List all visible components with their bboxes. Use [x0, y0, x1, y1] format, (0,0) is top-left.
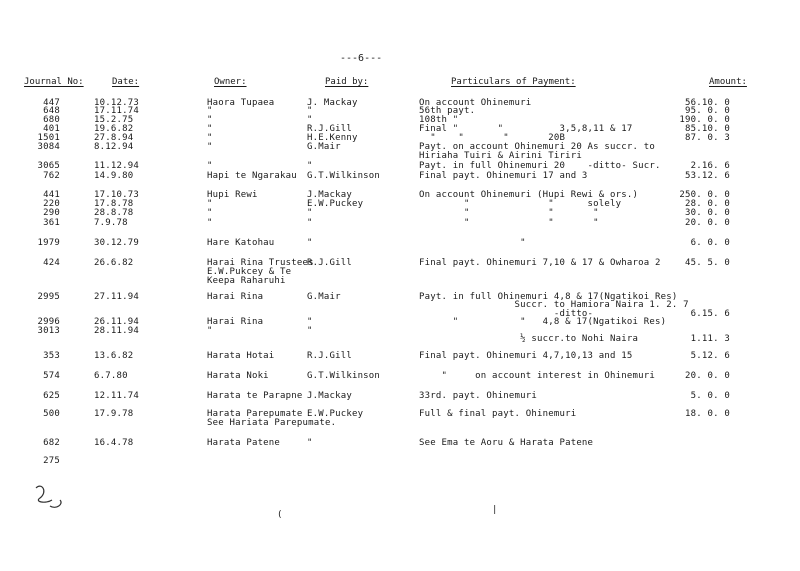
journal-number: 3084 — [37, 142, 60, 152]
entry-date: 7.9.78 — [94, 218, 128, 228]
journal-number: 625 — [43, 391, 60, 401]
handwritten-scribble — [30, 478, 70, 514]
payment-amount: 95. 0. 0 — [685, 106, 730, 116]
payment-particulars: Final payt. Ohinemuri 7,10 & 17 & Owharoa 2 — [419, 258, 661, 268]
payment-amount: 6. 0. 0 — [690, 238, 730, 248]
owner-name: Keepa Raharuhi — [207, 276, 286, 286]
entry-date: 10.12.73 — [94, 98, 139, 108]
payment-particulars: See Ema te Aoru & Harata Patene — [419, 438, 594, 448]
payment-particulars: Final payt. Ohinemuri 4,7,10,13 and 15 — [419, 351, 633, 361]
journal-number: 682 — [43, 438, 60, 448]
ink-mark-right: | — [492, 505, 498, 515]
paid-by: G.Mair — [307, 142, 341, 152]
journal-number: 3013 — [37, 326, 60, 336]
paid-by: " — [307, 326, 313, 336]
journal-number: 353 — [43, 351, 60, 361]
payment-amount: 1.11. 3 — [690, 334, 730, 344]
payment-particulars: " on account interest in Ohinemuri — [419, 371, 655, 381]
entry-date: 11.12.94 — [94, 161, 139, 171]
page-number: ---6--- — [340, 53, 383, 64]
owner-name: " — [207, 106, 213, 116]
owner-name: Harai Rina — [207, 292, 264, 302]
journal-number: 648 — [43, 106, 60, 116]
payment-amount: 53.12. 6 — [685, 171, 730, 181]
payment-amount: 87. 0. 3 — [685, 133, 730, 143]
owner-name: " — [207, 218, 213, 228]
owner-name: " — [207, 133, 213, 143]
journal-number: 447 — [43, 98, 60, 108]
paid-by: " — [307, 238, 313, 248]
entry-date: 30.12.79 — [94, 238, 139, 248]
payment-particulars: Payt. on account Ohinemuri 20 As succr. to — [419, 142, 655, 152]
owner-name: " — [207, 142, 213, 152]
payment-particulars: ½ succr.to Nohi Naira — [419, 334, 639, 344]
owner-name: Harata Patene — [207, 438, 281, 448]
header-date: Date: — [112, 77, 140, 87]
entry-date: 12.11.74 — [94, 391, 139, 401]
owner-name: Haora Tupaea — [207, 98, 275, 108]
header-owner: Owner: — [214, 77, 247, 87]
entry-date: 17.9.78 — [94, 409, 134, 419]
paid-by: J. Mackay — [307, 98, 358, 108]
owner-name: Harai Rina — [207, 317, 264, 327]
journal-number: 275 — [43, 456, 60, 466]
entry-date: 28.8.78 — [94, 208, 134, 218]
payment-particulars: -ditto- — [419, 309, 594, 319]
paid-by: E.W.Puckey — [307, 199, 364, 209]
payment-amount: 6.15. 6 — [690, 309, 730, 319]
journal-number: 3065 — [37, 161, 60, 171]
payment-particulars: Payt. in full Ohinemuri 4,8 & 17(Ngatikoi Res) — [419, 292, 678, 302]
entry-date: 16.4.78 — [94, 438, 134, 448]
payment-amount: 190. 0. 0 — [679, 115, 730, 125]
paid-by: R.J.Gill — [307, 124, 352, 134]
payment-amount: 5.12. 6 — [690, 351, 730, 361]
owner-name: Hare Katohau — [207, 238, 275, 248]
entry-date: 13.6.82 — [94, 351, 134, 361]
paid-by: R.J.Gill — [307, 351, 352, 361]
owner-name: Harata Hotai — [207, 351, 275, 361]
entry-date: 27.8.94 — [94, 133, 134, 143]
entry-date: 6.7.80 — [94, 371, 128, 381]
payment-particulars: Hiriaha Tuiri & Airini Tiriri — [419, 151, 582, 161]
entry-date: 27.11.94 — [94, 292, 139, 302]
entry-date: 19.6.82 — [94, 124, 134, 134]
owner-name: Harata Parepumate — [207, 409, 303, 419]
owner-name: " — [207, 326, 213, 336]
journal-number: 762 — [43, 171, 60, 181]
owner-name: Hapi te Ngarakau — [207, 171, 297, 181]
journal-number: 290 — [43, 208, 60, 218]
paid-by: G.T.Wilkinson — [307, 171, 381, 181]
payment-particulars: On account Ohinemuri — [419, 98, 532, 108]
journal-number: 1501 — [37, 133, 60, 143]
header-amount: Amount: — [709, 77, 747, 87]
journal-number: 574 — [43, 371, 60, 381]
owner-name: " — [207, 208, 213, 218]
journal-number: 1979 — [37, 238, 60, 248]
payment-amount: 5. 0. 0 — [690, 391, 730, 401]
owner-name: " — [207, 161, 213, 171]
owner-name: Harai Rina Trustees — [207, 258, 314, 268]
journal-number: 401 — [43, 124, 60, 134]
owner-name: E.W.Pukcey & Te — [207, 267, 292, 277]
entry-date: 14.9.80 — [94, 171, 134, 181]
header-journal: Journal No: — [24, 77, 84, 87]
journal-number: 500 — [43, 409, 60, 419]
paid-by: " — [307, 218, 313, 228]
payment-particulars: Payt. in full Ohinemuri 20 -ditto- Sucr. — [419, 161, 661, 171]
journal-number: 424 — [43, 258, 60, 268]
entry-date: 17.8.78 — [94, 199, 134, 209]
ink-mark-left: ( — [277, 510, 283, 520]
payment-particulars: On account Ohinemuri (Hupi Rewi & ors.) — [419, 190, 639, 200]
owner-name: Harata Noki — [207, 371, 269, 381]
payment-particulars: " " solely — [419, 199, 622, 209]
owner-name: Harata te Parapne — [207, 391, 303, 401]
payment-amount: 85.10. 0 — [685, 124, 730, 134]
payment-amount: 20. 0. 0 — [685, 218, 730, 228]
payment-particulars: Final " " 3,5,8,11 & 17 — [419, 124, 633, 134]
journal-number: 2995 — [37, 292, 60, 302]
payment-amount: 56.10. 0 — [685, 98, 730, 108]
paid-by: " — [307, 317, 313, 327]
entry-date: 26.11.94 — [94, 317, 139, 327]
payment-amount: 250. 0. 0 — [679, 190, 730, 200]
paid-by: " — [307, 438, 313, 448]
payment-particulars: 56th payt. — [419, 106, 476, 116]
paid-by: J.Mackay — [307, 190, 352, 200]
payment-particulars: " " " — [419, 208, 599, 218]
paid-by: G.Mair — [307, 292, 341, 302]
owner-name: See Hariata Parepumate. — [207, 418, 337, 428]
paid-by: R.J.Gill — [307, 258, 352, 268]
payment-particulars: Succr. to Hamiora Naira 1. 2. 7 — [419, 300, 689, 310]
paid-by: " — [307, 161, 313, 171]
owner-name: " — [207, 199, 213, 209]
entry-date: 17.10.73 — [94, 190, 139, 200]
paid-by: H.E.Kenny — [307, 133, 358, 143]
journal-number: 220 — [43, 199, 60, 209]
journal-number: 2996 — [37, 317, 60, 327]
payment-particulars: 108th " — [419, 115, 459, 125]
payment-amount: 18. 0. 0 — [685, 409, 730, 419]
payment-amount: 28. 0. 0 — [685, 199, 730, 209]
entry-date: 8.12.94 — [94, 142, 134, 152]
paid-by: E.W.Puckey — [307, 409, 364, 419]
payment-particulars: " — [419, 238, 526, 248]
payment-particulars: " " " 20B — [419, 133, 566, 143]
payment-particulars: Full & final payt. Ohinemuri — [419, 409, 577, 419]
payment-particulars: " " 4,8 & 17(Ngatikoi Res) — [419, 317, 667, 327]
owner-name: " — [207, 115, 213, 125]
payment-amount: 20. 0. 0 — [685, 371, 730, 381]
entry-date: 17.11.74 — [94, 106, 139, 116]
entry-date: 26.6.82 — [94, 258, 134, 268]
header-particulars: Particulars of Payment: — [451, 77, 576, 87]
owner-name: Hupi Rewi — [207, 190, 258, 200]
paid-by: " — [307, 115, 313, 125]
journal-number: 441 — [43, 190, 60, 200]
paid-by: " — [307, 208, 313, 218]
header-paid-by: Paid by: — [325, 77, 369, 87]
paid-by: J.Mackay — [307, 391, 352, 401]
journal-number: 680 — [43, 115, 60, 125]
journal-number: 361 — [43, 218, 60, 228]
owner-name: " — [207, 124, 213, 134]
paid-by: " — [307, 106, 313, 116]
payment-amount: 2.16. 6 — [690, 161, 730, 171]
payment-particulars: " " " — [419, 218, 599, 228]
payment-particulars: 33rd. payt. Ohinemuri — [419, 391, 537, 401]
payment-amount: 45. 5. 0 — [685, 258, 730, 268]
payment-particulars: Final payt. Ohinemuri 17 and 3 — [419, 171, 588, 181]
paid-by: G.T.Wilkinson — [307, 371, 381, 381]
entry-date: 28.11.94 — [94, 326, 139, 336]
payment-amount: 30. 0. 0 — [685, 208, 730, 218]
entry-date: 15.2.75 — [94, 115, 134, 125]
